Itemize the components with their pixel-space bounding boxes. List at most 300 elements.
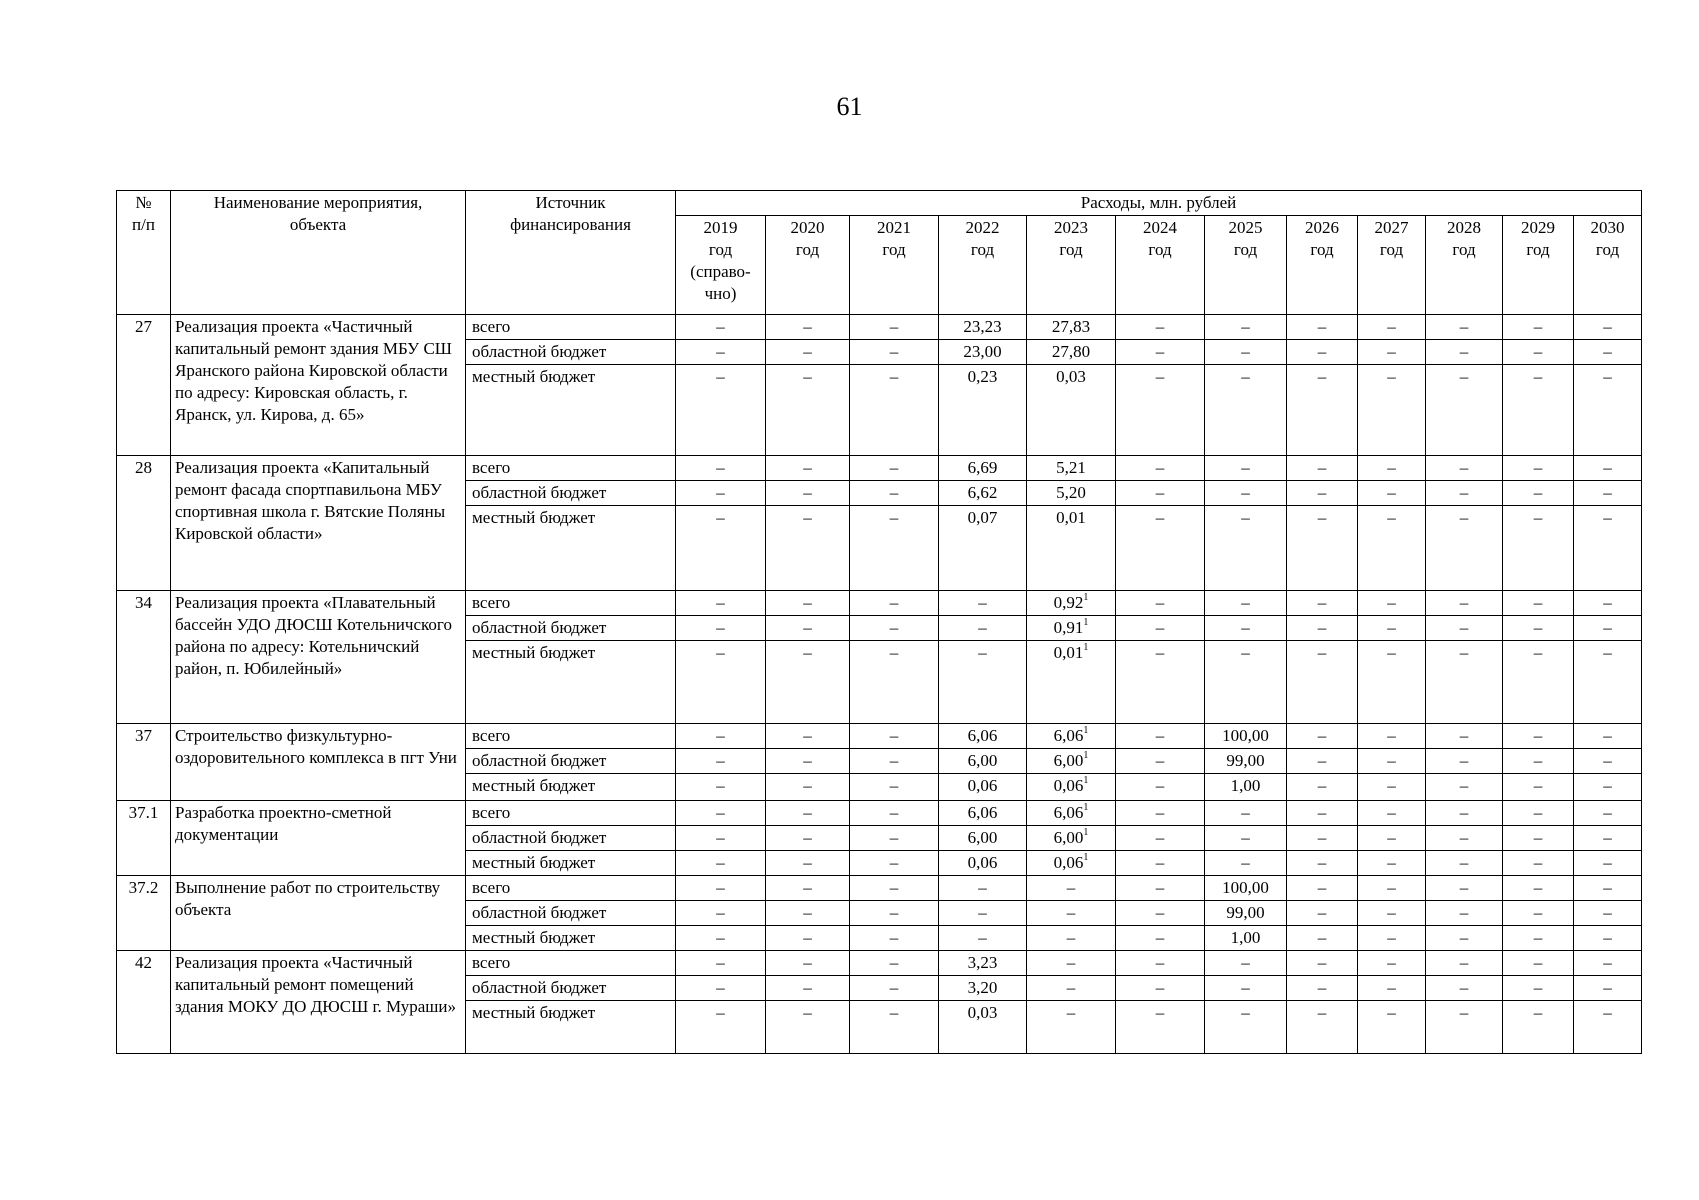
expense-value [1503, 591, 1574, 616]
expense-value [1287, 976, 1358, 1001]
expense-value-text: – [1241, 483, 1250, 502]
expense-value [1426, 506, 1503, 591]
expense-value-text: 99,00 [1226, 751, 1265, 770]
expense-value [766, 876, 850, 901]
expense-value-text: – [716, 878, 725, 897]
expense-value [850, 749, 939, 774]
expense-value [1287, 749, 1358, 774]
expense-value-text: – [1533, 483, 1543, 502]
expense-value-text: – [1155, 726, 1165, 745]
header-year: 2028 год [1426, 216, 1503, 315]
measure-name: Строительство физкультурно-оздоровительного комплекса в пгт Уни [171, 724, 466, 801]
expense-value-text: – [1066, 978, 1076, 997]
expense-value-text: – [889, 1003, 899, 1022]
expense-value-text: – [1459, 776, 1469, 795]
expense-value [1574, 926, 1642, 951]
footnote-mark: 1 [1083, 750, 1089, 762]
expense-value-text: – [889, 978, 899, 997]
expense-value [766, 456, 850, 481]
expense-value-text: – [1459, 903, 1469, 922]
expense-value-text: – [1387, 458, 1396, 477]
expense-value-text: – [1459, 878, 1469, 897]
funding-source: областной бюджет [466, 826, 676, 851]
expense-value-text: – [1603, 367, 1612, 386]
expense-value [1426, 641, 1503, 724]
expense-value-text: – [1155, 618, 1165, 637]
expense-value [766, 951, 850, 976]
expense-value-text: – [716, 751, 725, 770]
expense-value [939, 876, 1027, 901]
footnote-mark: 1 [1083, 642, 1089, 654]
expense-value-text: – [1241, 458, 1250, 477]
expense-value [850, 365, 939, 456]
expense-value-text: 6,69 [967, 458, 998, 477]
expense-value-text: – [1387, 751, 1396, 770]
expense-value-text: – [803, 618, 812, 637]
expense-value [1287, 456, 1358, 481]
expense-value-text: – [716, 367, 725, 386]
expense-value-text: – [1387, 828, 1396, 847]
header-year: 2026 год [1287, 216, 1358, 315]
expense-value [1116, 506, 1205, 591]
expense-value-text: – [716, 726, 725, 745]
expense-value-text: – [1387, 367, 1396, 386]
expense-value-text: 1,00 [1230, 928, 1261, 947]
expense-value [850, 340, 939, 365]
header-year: 2029 год [1503, 216, 1574, 315]
expense-value-text: – [716, 483, 725, 502]
expense-value [1116, 801, 1205, 826]
expense-value [1116, 926, 1205, 951]
expense-value [939, 481, 1027, 506]
expense-value [1287, 481, 1358, 506]
expense-value [1027, 826, 1116, 851]
funding-source: местный бюджет [466, 1001, 676, 1054]
expense-value [1426, 951, 1503, 976]
expense-value-text: – [1387, 903, 1396, 922]
expense-value-text: 0,01 [1053, 643, 1084, 662]
expense-value-text: – [716, 828, 725, 847]
expense-value-text: – [1533, 342, 1543, 361]
expense-value-text: – [1387, 643, 1396, 662]
expense-value [1116, 749, 1205, 774]
expense-value [676, 976, 766, 1001]
expense-value-text: – [1603, 458, 1612, 477]
expense-value-text: – [1241, 593, 1250, 612]
expense-value-text: – [1317, 953, 1327, 972]
expense-value-text: – [1155, 367, 1165, 386]
expense-value [1574, 456, 1642, 481]
expense-value [1116, 826, 1205, 851]
expense-value [766, 506, 850, 591]
expense-value [1027, 951, 1116, 976]
expense-value-text: – [1459, 593, 1469, 612]
expense-value-text: – [889, 751, 899, 770]
funding-source: всего [466, 724, 676, 749]
expense-value-text: – [889, 367, 899, 386]
header-year: 2021 год [850, 216, 939, 315]
expense-value-text: – [1241, 367, 1250, 386]
row-number: 37.1 [117, 801, 171, 876]
expense-value [766, 926, 850, 951]
header-row-top [117, 191, 1642, 216]
expense-value-text: – [1066, 1003, 1076, 1022]
funding-source: местный бюджет [466, 641, 676, 724]
expense-value-text: – [1387, 776, 1396, 795]
expense-value [850, 506, 939, 591]
expense-value-text: – [1387, 803, 1396, 822]
expenses-table-wrapper [116, 190, 1642, 1054]
expense-value [850, 456, 939, 481]
expense-value-text: 6,00 [1053, 751, 1084, 770]
expense-value [766, 365, 850, 456]
expense-value-text: – [889, 828, 899, 847]
expense-value [1358, 724, 1426, 749]
expense-value [850, 976, 939, 1001]
expense-value-text: – [716, 618, 725, 637]
expense-value [1205, 365, 1287, 456]
expense-value [766, 851, 850, 876]
expense-value-text: – [716, 317, 725, 336]
expense-value [939, 641, 1027, 724]
expense-value-text: – [1241, 828, 1250, 847]
expense-value [1205, 876, 1287, 901]
expense-value [1574, 749, 1642, 774]
expense-value-text: – [716, 928, 725, 947]
expense-value-text: – [1603, 878, 1612, 897]
funding-source: всего [466, 591, 676, 616]
expense-value [1205, 340, 1287, 365]
expense-value [1503, 481, 1574, 506]
expense-value [1358, 506, 1426, 591]
expense-value-text: – [889, 726, 899, 745]
footnote-mark: 1 [1083, 592, 1089, 604]
expense-value-text: – [1317, 803, 1327, 822]
expense-value-text: – [889, 508, 899, 527]
expense-value-text: – [1459, 317, 1469, 336]
expense-value-text: – [1155, 878, 1165, 897]
expense-value [1116, 315, 1205, 340]
funding-source: местный бюджет [466, 774, 676, 801]
expense-value-text: 0,06 [967, 776, 998, 795]
expense-value-text: – [1317, 828, 1327, 847]
expense-value [1205, 591, 1287, 616]
expense-value [1426, 826, 1503, 851]
expense-value-text: – [1241, 618, 1250, 637]
expense-value-text: – [803, 853, 812, 872]
expense-value-text: – [1387, 878, 1396, 897]
expense-value [1426, 340, 1503, 365]
expense-value [850, 724, 939, 749]
expense-value-text: – [803, 978, 812, 997]
expense-value-text: – [716, 1003, 725, 1022]
expense-value-text: – [716, 458, 725, 477]
footnote-mark: 1 [1083, 802, 1089, 814]
expense-value-text: – [1317, 593, 1327, 612]
expense-value [1358, 315, 1426, 340]
expense-value [1116, 591, 1205, 616]
expense-value [939, 801, 1027, 826]
expense-value [1205, 481, 1287, 506]
expense-value [1027, 749, 1116, 774]
expense-value [1503, 641, 1574, 724]
expense-value [1358, 774, 1426, 801]
expense-value-text: – [1459, 643, 1469, 662]
expense-value-text: – [1155, 776, 1165, 795]
expense-value [1027, 774, 1116, 801]
expense-value-text: – [803, 458, 812, 477]
expense-value-text: – [1155, 483, 1165, 502]
expense-value [1027, 801, 1116, 826]
expense-value-text: – [803, 751, 812, 770]
table-row [117, 724, 1642, 749]
expense-value [939, 774, 1027, 801]
expense-value [1503, 826, 1574, 851]
expense-value [1358, 340, 1426, 365]
expense-value [766, 1001, 850, 1054]
header-year: 2019 год (справо- чно) [676, 216, 766, 315]
expense-value-text: 0,03 [1056, 367, 1086, 386]
expense-value [1116, 456, 1205, 481]
expense-value [1503, 876, 1574, 901]
expense-value-text: – [1603, 828, 1612, 847]
expense-value [1358, 851, 1426, 876]
funding-source: всего [466, 951, 676, 976]
expense-value [1287, 365, 1358, 456]
expense-value [1426, 481, 1503, 506]
expense-value-text: – [1387, 618, 1396, 637]
measure-name: Реализация проекта «Частичный капитальный ремонт здания МБУ СШ Яранского района Кировской области по адресу: Кировская область, г. Яранск, ул. Кирова, д. 65» [171, 315, 466, 456]
expense-value-text: – [716, 643, 725, 662]
expense-value-text: – [803, 803, 812, 822]
expense-value [1027, 901, 1116, 926]
expense-value-text: – [1533, 593, 1543, 612]
expense-value-text: – [1066, 903, 1076, 922]
expense-value [1503, 976, 1574, 1001]
expense-value [1426, 976, 1503, 1001]
header-year: 2022 год [939, 216, 1027, 315]
expense-value [1116, 724, 1205, 749]
expense-value [766, 901, 850, 926]
table-row [117, 315, 1642, 340]
expense-value-text: – [889, 458, 899, 477]
expense-value-text: – [1387, 928, 1396, 947]
expense-value-text: 6,06 [967, 726, 998, 745]
expense-value [1287, 591, 1358, 616]
expense-value [939, 456, 1027, 481]
expense-value [1116, 481, 1205, 506]
expense-value-text: – [1387, 726, 1396, 745]
expense-value-text: – [1533, 458, 1543, 477]
expense-value [1116, 951, 1205, 976]
expense-value [766, 724, 850, 749]
measure-name: Реализация проекта «Капитальный ремонт фасада спортпавильона МБУ спортивная школа г. Вятские Поляны Кировской области» [171, 456, 466, 591]
row-number: 37 [117, 724, 171, 801]
expense-value [1287, 1001, 1358, 1054]
header-name: Наименование мероприятия, объекта [171, 191, 466, 315]
expense-value-text: – [1387, 593, 1396, 612]
header-year: 2025 год [1205, 216, 1287, 315]
expense-value-text: – [1387, 508, 1396, 527]
expense-value [1358, 749, 1426, 774]
table-row [117, 801, 1642, 826]
measure-name: Реализация проекта «Плавательный бассейн УДО ДЮСШ Котельничского района по адресу: Котельничский район, п. Юбилейный» [171, 591, 466, 724]
expense-value-text: – [1241, 978, 1250, 997]
expense-value [1426, 456, 1503, 481]
expense-value-text: – [803, 903, 812, 922]
expense-value [676, 481, 766, 506]
expense-value-text: 23,23 [963, 317, 1002, 336]
expense-value [1287, 340, 1358, 365]
expense-value-text: – [1241, 317, 1250, 336]
footnote-mark: 1 [1083, 725, 1089, 737]
expense-value-text: – [1459, 978, 1469, 997]
row-number: 28 [117, 456, 171, 591]
expense-value-text: 0,92 [1053, 593, 1084, 612]
expense-value-text: – [1241, 508, 1250, 527]
expense-value [850, 951, 939, 976]
expense-value-text: 5,21 [1056, 458, 1086, 477]
expense-value [1574, 774, 1642, 801]
expense-value [939, 951, 1027, 976]
expense-value-text: – [1317, 508, 1327, 527]
expense-value [676, 591, 766, 616]
expense-value-text: – [1317, 726, 1327, 745]
expense-value-text: – [1155, 853, 1165, 872]
expense-value [850, 315, 939, 340]
expense-value [1205, 456, 1287, 481]
expense-value [1503, 616, 1574, 641]
header-expenses: Расходы, млн. рублей [676, 191, 1642, 216]
expense-value [1574, 826, 1642, 851]
expense-value [676, 340, 766, 365]
expense-value-text: – [716, 853, 725, 872]
expense-value [850, 826, 939, 851]
expense-value [1574, 901, 1642, 926]
expense-value-text: – [1387, 953, 1396, 972]
expense-value-text: – [803, 317, 812, 336]
expense-value-text: – [716, 953, 725, 972]
expense-value [1426, 749, 1503, 774]
expense-value-text: – [978, 593, 987, 612]
expense-value [1205, 749, 1287, 774]
expense-value [1574, 951, 1642, 976]
expense-value [939, 506, 1027, 591]
measure-name: Реализация проекта «Частичный капитальный ремонт помещений здания МОКУ ДО ДЮСШ г. Мураши» [171, 951, 466, 1054]
expense-value-text: – [889, 878, 899, 897]
expense-value [1287, 315, 1358, 340]
expense-value [676, 641, 766, 724]
expense-value-text: 6,00 [1053, 828, 1084, 847]
expense-value [1358, 826, 1426, 851]
expense-value-text: – [1603, 593, 1612, 612]
expense-value-text: – [1603, 317, 1612, 336]
expense-value [1027, 876, 1116, 901]
expense-value [850, 641, 939, 724]
expense-value [1116, 1001, 1205, 1054]
expenses-table [116, 190, 1642, 1054]
expense-value-text: – [716, 593, 725, 612]
expense-value-text: 0,23 [967, 367, 998, 386]
expense-value [676, 901, 766, 926]
footnote-mark: 1 [1083, 617, 1089, 629]
header-source: Источник финансирования [466, 191, 676, 315]
expense-value [939, 749, 1027, 774]
expense-value-text: 100,00 [1222, 878, 1269, 897]
expense-value-text: 100,00 [1222, 726, 1269, 745]
expense-value [1503, 926, 1574, 951]
expense-value-text: – [889, 928, 899, 947]
expense-value-text: – [1533, 1003, 1543, 1022]
expense-value-text: – [803, 776, 812, 795]
expense-value-text: – [1155, 928, 1165, 947]
expense-value [1426, 774, 1503, 801]
table-row [117, 591, 1642, 616]
expense-value-text: – [1317, 643, 1327, 662]
header-year: 2023 год [1027, 216, 1116, 315]
expense-value [1205, 616, 1287, 641]
expense-value [766, 616, 850, 641]
expense-value-text: – [803, 1003, 812, 1022]
expense-value [1426, 315, 1503, 340]
expense-value-text: – [1387, 483, 1396, 502]
expense-value-text: – [803, 726, 812, 745]
expense-value [766, 641, 850, 724]
table-row [117, 876, 1642, 901]
expense-value [939, 365, 1027, 456]
expense-value [1027, 315, 1116, 340]
expense-value [1205, 901, 1287, 926]
expense-value [850, 851, 939, 876]
expense-value-text: – [978, 643, 987, 662]
expense-value-text: – [1066, 953, 1076, 972]
expense-value [1027, 506, 1116, 591]
expense-value [1574, 365, 1642, 456]
expense-value [1503, 951, 1574, 976]
expense-value-text: – [1241, 643, 1250, 662]
expense-value-text: – [716, 342, 725, 361]
expense-value [766, 315, 850, 340]
expense-value [766, 976, 850, 1001]
expense-value-text: – [889, 342, 899, 361]
expense-value-text: – [1241, 803, 1250, 822]
expense-value-text: – [889, 803, 899, 822]
expense-value [1287, 826, 1358, 851]
expense-value-text: – [1317, 618, 1327, 637]
expense-value [1287, 801, 1358, 826]
expense-value-text: – [1533, 618, 1543, 637]
expense-value [766, 340, 850, 365]
expense-value-text: – [1317, 458, 1327, 477]
expense-value-text: – [803, 342, 812, 361]
expense-value-text: – [1533, 508, 1543, 527]
expense-value [1426, 851, 1503, 876]
expense-value-text: – [1317, 1003, 1327, 1022]
expense-value-text: 23,00 [963, 342, 1002, 361]
expense-value [1574, 340, 1642, 365]
expense-value [1116, 340, 1205, 365]
expense-value-text: – [716, 803, 725, 822]
expense-value [1287, 851, 1358, 876]
funding-source: всего [466, 876, 676, 901]
expense-value [1503, 315, 1574, 340]
expense-value-text: – [803, 367, 812, 386]
expense-value [1205, 315, 1287, 340]
expense-value-text: – [1459, 853, 1469, 872]
expense-value [1358, 1001, 1426, 1054]
expense-value [676, 315, 766, 340]
expense-value-text: – [1603, 978, 1612, 997]
